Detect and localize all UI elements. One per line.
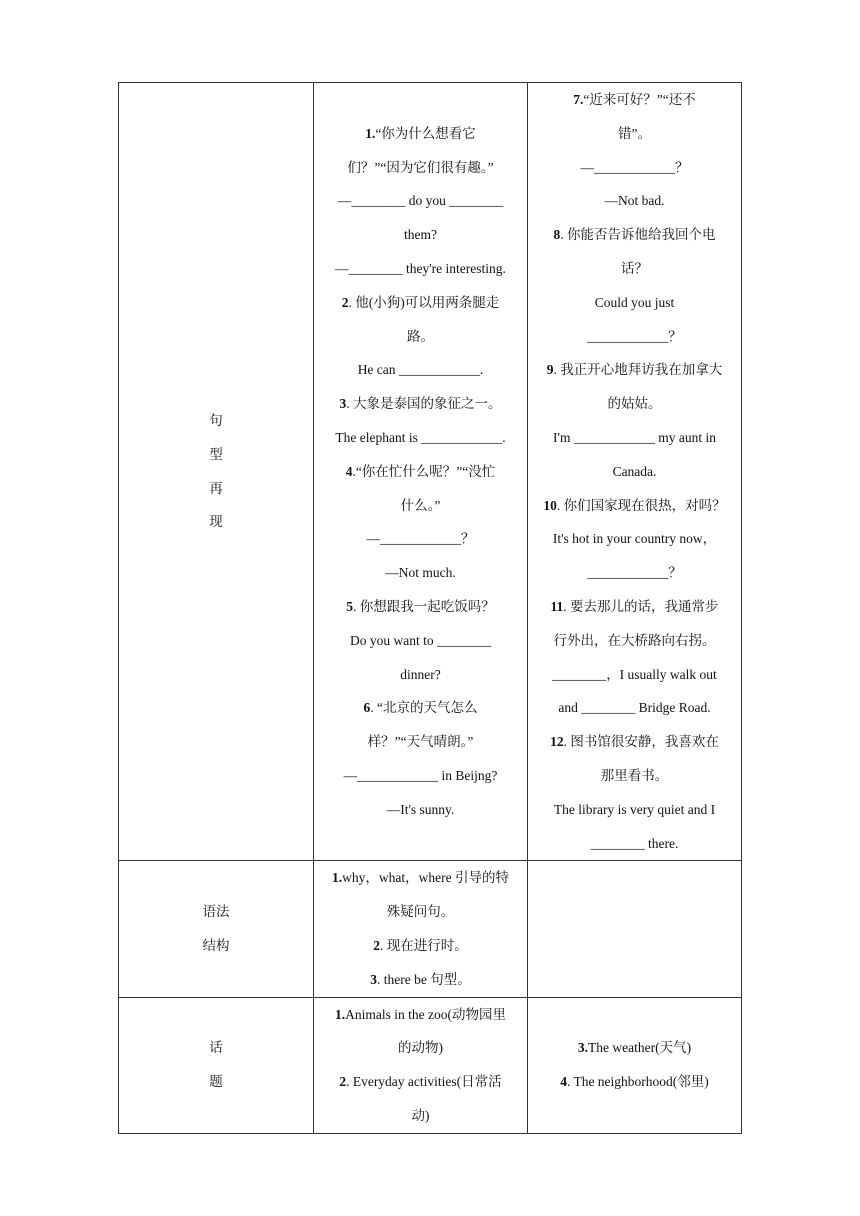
item-number: 8 xyxy=(553,227,561,243)
item-text: The library is very quiet and I xyxy=(553,801,716,817)
text-line xyxy=(318,184,523,218)
item-text: . “北京的天气怎么 xyxy=(370,700,478,716)
text-line xyxy=(318,861,523,895)
text-line xyxy=(318,117,523,151)
item-text: Animals in the zoo(动物园里 xyxy=(345,1006,506,1022)
text-line xyxy=(318,421,523,455)
item-number: 2 xyxy=(339,1074,347,1090)
item-text: 话？ xyxy=(621,260,648,276)
grammar-cell-col2 xyxy=(528,861,742,997)
text-line: 结构 xyxy=(202,937,230,953)
text-line xyxy=(532,83,737,117)
text-line xyxy=(532,151,737,185)
item-text: ________，I usually walk out xyxy=(552,666,717,682)
item-text: 错”。 xyxy=(618,125,651,141)
text-line xyxy=(532,793,737,827)
item-text: —____________ in Beijng? xyxy=(343,767,498,783)
item-text: —Not much. xyxy=(385,565,456,581)
item-number: 11 xyxy=(550,598,564,614)
text-line xyxy=(532,658,737,692)
item-text: The elephant is ____________. xyxy=(335,429,506,445)
text-line xyxy=(532,455,737,489)
item-text: 样？”“天气晴朗。” xyxy=(367,734,474,750)
item-text: I'm ____________ my aunt in xyxy=(553,429,716,445)
item-number: 2 xyxy=(341,294,349,310)
item-text: 动) xyxy=(411,1107,430,1123)
item-text: .“你在忙什么呢？”“没忙 xyxy=(352,463,496,479)
item-text: It's hot in your country now， xyxy=(552,531,717,547)
item-number: 2 xyxy=(373,937,380,953)
item-number: 9 xyxy=(546,362,554,378)
sentence-cell-col1 xyxy=(314,83,528,861)
text-line xyxy=(318,151,523,185)
item-text: —____________？ xyxy=(580,159,689,175)
item-text: why，what，where 引导的特 xyxy=(342,870,509,886)
item-text: 的姑姑。 xyxy=(607,396,662,412)
text-line xyxy=(318,895,523,929)
row-label-topic xyxy=(119,997,314,1133)
text-line xyxy=(532,759,737,793)
item-text: ________ there. xyxy=(590,835,679,851)
item-number: 3 xyxy=(370,971,377,987)
item-text: Do you want to ________ xyxy=(350,632,491,648)
text-line xyxy=(532,353,737,387)
item-text: ____________？ xyxy=(587,328,682,344)
item-text: and ________ Bridge Road. xyxy=(558,700,711,716)
text-line xyxy=(318,320,523,354)
item-text: The weather(天气) xyxy=(588,1040,692,1056)
text-line xyxy=(532,725,737,759)
text-line xyxy=(318,353,523,387)
text-line: 语法 xyxy=(202,904,230,920)
item-text: Canada. xyxy=(612,463,657,479)
grammar-cell-col1 xyxy=(314,861,528,997)
item-number: 1. xyxy=(335,1006,346,1022)
item-number: 6 xyxy=(363,700,371,716)
text-line xyxy=(532,252,737,286)
text-line xyxy=(318,455,523,489)
item-number: 3 xyxy=(339,396,347,412)
item-text: . 你能否告诉他给我回个电 xyxy=(560,227,716,243)
item-text: . Everyday activities(日常活 xyxy=(346,1074,502,1090)
text-line xyxy=(318,252,523,286)
topic-cell-col2 xyxy=(528,997,742,1133)
item-text: —________ do you ________ xyxy=(337,193,504,209)
text-line xyxy=(532,421,737,455)
text-line xyxy=(318,1065,523,1099)
text-line xyxy=(318,963,523,997)
item-number: 10 xyxy=(543,497,557,513)
item-text: . 我正开心地拜访我在加拿大 xyxy=(553,362,723,378)
item-text: 那里看书。 xyxy=(600,767,669,783)
item-text: —It's sunny. xyxy=(386,801,455,817)
text-line xyxy=(318,522,523,556)
item-text: 们？”“因为它们很有趣。” xyxy=(347,159,494,175)
text-line xyxy=(532,1031,737,1065)
text-line xyxy=(318,387,523,421)
table-row xyxy=(119,861,742,997)
table-row xyxy=(119,997,742,1133)
text-line xyxy=(318,1099,523,1133)
text-line: 题 xyxy=(209,1074,223,1090)
item-number: 4 xyxy=(345,463,353,479)
text-line xyxy=(532,624,737,658)
item-text: He can ____________. xyxy=(357,362,484,378)
text-line xyxy=(532,286,737,320)
text-line xyxy=(532,1065,737,1099)
item-text: . 你们国家现在很热，对吗？ xyxy=(556,497,726,513)
item-number: 7. xyxy=(573,92,584,107)
item-text: . 要去那儿的话，我通常步 xyxy=(563,598,719,614)
text-line xyxy=(318,590,523,624)
topic-cell-col1 xyxy=(314,997,528,1133)
text-line xyxy=(532,387,737,421)
item-text: 殊疑问句。 xyxy=(386,904,455,920)
text-line xyxy=(318,793,523,827)
text-line xyxy=(318,759,523,793)
text-line xyxy=(318,998,523,1032)
item-text: dinner? xyxy=(400,666,441,682)
text-line xyxy=(318,725,523,759)
text-line xyxy=(318,489,523,523)
text-line xyxy=(318,218,523,252)
summary-table xyxy=(118,82,742,1134)
text-line xyxy=(532,827,737,861)
text-line xyxy=(532,184,737,218)
item-text: —________ they're interesting. xyxy=(335,260,506,276)
item-text: . 图书馆很安静，我喜欢在 xyxy=(563,734,719,750)
item-text: 的动物) xyxy=(398,1040,443,1056)
item-number: 1. xyxy=(365,125,376,141)
text-line: 现 xyxy=(209,514,223,530)
text-line: 句 xyxy=(209,413,223,429)
item-number: 5 xyxy=(346,598,353,614)
text-line xyxy=(318,624,523,658)
text-line xyxy=(532,691,737,725)
item-text: —____________？ xyxy=(366,531,475,547)
text-line: 再 xyxy=(209,480,223,496)
text-line xyxy=(532,522,737,556)
sentence-cell-col2 xyxy=(528,83,742,861)
item-text: . 他(小狗)可以用两条腿走 xyxy=(348,294,500,310)
row-label-sentence xyxy=(119,83,314,861)
item-text: 路。 xyxy=(407,328,434,344)
item-text: . 你想跟我一起吃饭吗？ xyxy=(353,598,495,614)
text-line xyxy=(532,117,737,151)
text-line xyxy=(318,286,523,320)
text-line xyxy=(532,590,737,624)
item-number: 1. xyxy=(332,870,343,886)
text-line: 话 xyxy=(209,1040,223,1056)
text-line xyxy=(532,556,737,590)
item-text: ____________？ xyxy=(587,565,682,581)
item-text: . 大象是泰国的象征之一。 xyxy=(346,396,502,412)
item-number: 3. xyxy=(577,1040,589,1056)
item-text: . there be 句型。 xyxy=(377,971,471,987)
table-row xyxy=(119,83,742,861)
item-number: 4 xyxy=(560,1074,567,1090)
item-number: 12 xyxy=(550,734,564,750)
text-line xyxy=(532,489,737,523)
item-text: them? xyxy=(404,227,437,243)
text-line xyxy=(318,556,523,590)
text-line xyxy=(318,691,523,725)
item-text: . 现在进行时。 xyxy=(380,937,468,953)
text-line xyxy=(532,218,737,252)
text-line xyxy=(318,929,523,963)
item-text: —Not bad. xyxy=(604,193,665,209)
item-text: 什么。” xyxy=(400,497,441,513)
text-line xyxy=(318,658,523,692)
item-text: 行外出，在大桥路向右拐。 xyxy=(553,632,716,648)
row-label-grammar xyxy=(119,861,314,997)
text-line: 型 xyxy=(209,446,223,462)
item-text: . The neighborhood(邻里) xyxy=(566,1074,709,1090)
text-line xyxy=(532,320,737,354)
item-text: “你为什么想看它 xyxy=(375,125,476,141)
text-line xyxy=(318,1031,523,1065)
item-text: Could you just xyxy=(594,294,675,310)
item-text: “近来可好？”“还不 xyxy=(583,92,696,107)
